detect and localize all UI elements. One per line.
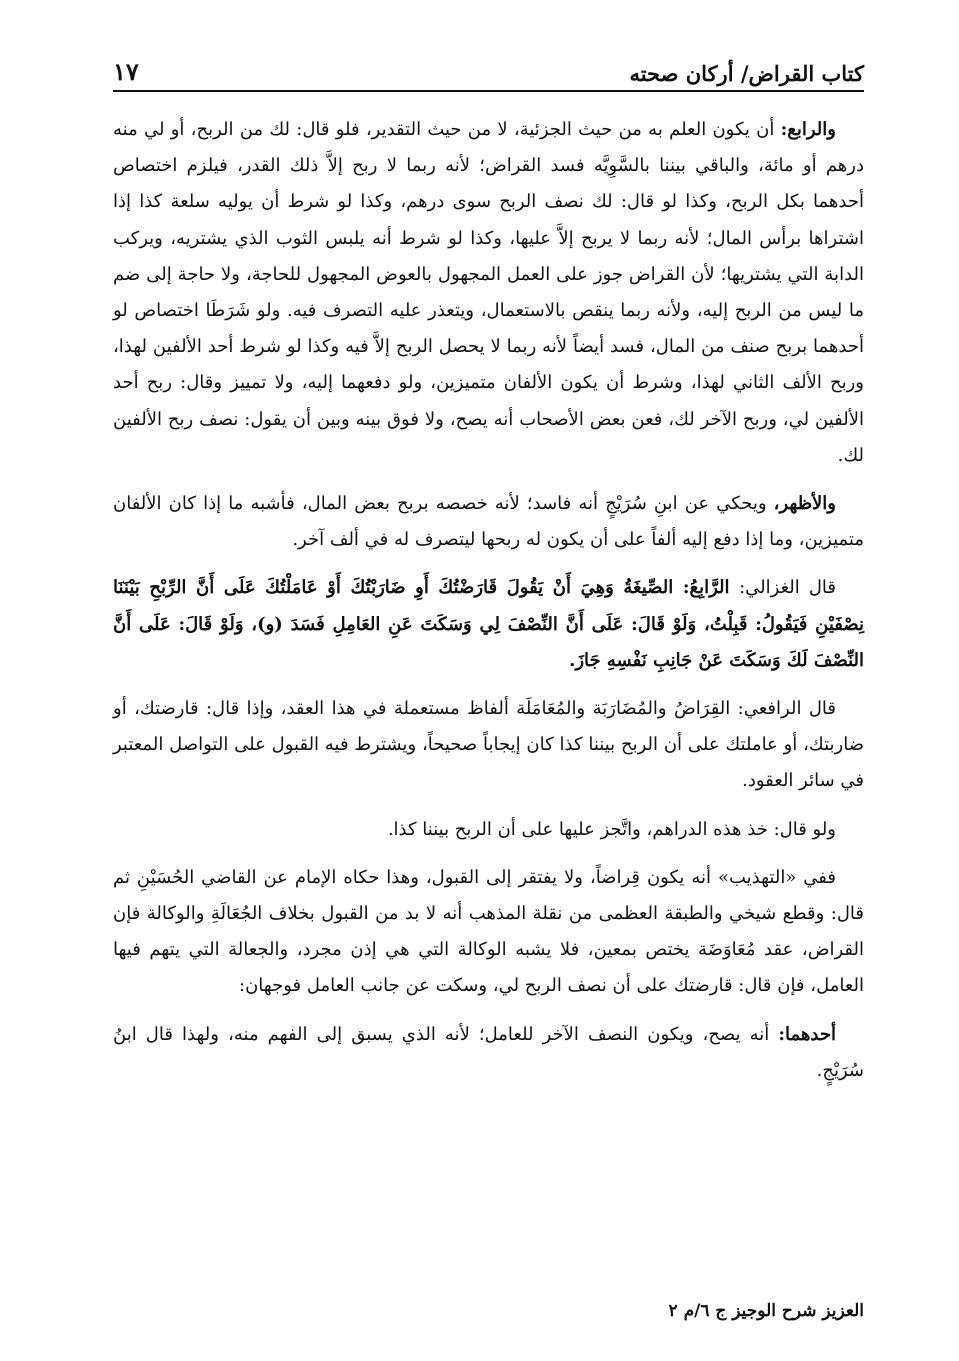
paragraph-text: قال الرافعي: القِرَاضُ والمُضَارَبَة والمُعَامَلَة ألفاظ مستعملة في هذا العقد، وإذا قال: قارضتك، أو ضاربتك، أو عاملتك على أن الربح بيننا كذا كان إيجاباً صحيحاً، ويشترط فيه القبول على التواصل المعتبر في سائر العقود. bbox=[113, 698, 864, 792]
paragraph-lead: والرابع: bbox=[780, 119, 836, 140]
paragraph bbox=[113, 486, 864, 558]
paragraph bbox=[113, 860, 864, 1005]
paragraph-text: ولو قال: خذ هذه الدراهم، واتَّجز عليها على أن الربح بيننا كذا. bbox=[387, 818, 836, 840]
page bbox=[113, 50, 864, 1341]
paragraph-lead: قال الغزالي: bbox=[739, 577, 836, 599]
paragraph-lead: والأظهر، bbox=[773, 493, 836, 515]
paragraph-text: ففي «التهذيب» أنه يكون قِراضاً، ولا يفتقر إلى القبول، وهذا حكاه الإمام عن القاضي الحُسَيْنِ ثم قال: وقطع شيخي والطبقة العظمى من نقلة المذهب أنه لا بد من القبول بخلاف الجُعَالَةِ والوكالة فإن القراض، عقد مُعَاوَضَة يختص بمعين، فلا يشبه الوكالة التي هي إذن مجرد، والجعالة التي يتهم فيها العامل، فإن قال: قارضتك على أن نصف الربح لي، وسكت عن جانب العامل فوجهان: bbox=[113, 866, 864, 997]
paragraph bbox=[113, 812, 864, 848]
running-title: كتاب القراض/ أركان صحته bbox=[629, 61, 864, 86]
paragraph bbox=[113, 112, 864, 474]
page-header bbox=[113, 50, 864, 92]
page-body bbox=[113, 112, 864, 1089]
paragraph-lead: أحدهما: bbox=[778, 1023, 836, 1045]
paragraph-text: أن يكون العلم به من حيث الجزئية، لا من حيث التقدير، فلو قال: لك من الربح، أو لي منه درهم أو مائة، والباقي بيننا بالسَّوِيَّه فسد القراض؛ لأنه ربما لا ربح إلاَّ ذلك القدر، فيلزم اختصاص أحدهما بكل الربح، وكذا لو قال: لك نصف الربح سوى درهم، وكذا لو شرط أن يوليه سلعة كذا إذا اشتراها برأس المال؛ لأنه ربما لا يربح إلاَّ عليها، وكذا لو شرط أنه يلبس الثوب الذي يشتريه، ويركب الدابة التي يشتريها؛ لأن القراض جوز على العمل المجهول بالعوض المجهول للحاجة، ولا حاجة إلى ضم ما ليس من الربح إليه، ولأنه ربما ينقص بالاستعمال، ويتعذر عليه التصرف فيه. ولو شَرَطَا اختصاص لو أحدهما بربح صنف من المال، فسد أيضاً لأنه ربما لا يحصل الربح إلاَّ فيه وكذا لو شرط أحد الألفين لهذا، وربح الألف الثاني لهذا، وشرط أن يكون الألفان متميزين، ولو دفعهما إليه، ولا تمييز وقال: ربح أحد الألفين لي، وربح الآخر لك، فعن بعض الأصحاب أنه يصح، ولا فوق بينه وبين أن يقول: نصف ربح الألفين لك. bbox=[113, 119, 864, 466]
paragraph bbox=[113, 570, 864, 679]
paragraph bbox=[113, 1017, 864, 1089]
paragraph-text: ويحكي عن ابنِ سُرَيْجٍ أنه فاسد؛ لأنه خصصه بربح بعض المال، فأشبه ما إذا كان الألفان متميزين، وما إذا دفع إليه ألفاً على أن يكون له ربحها ليتصرف له في ألف آخر. bbox=[113, 493, 864, 551]
page-footer: العزيز شرح الوجيز ج ٦/م ٢ bbox=[668, 1301, 864, 1321]
paragraph bbox=[113, 691, 864, 800]
page-number: ١٧ bbox=[113, 57, 139, 86]
paragraph-text: أنه يصح، ويكون النصف الآخر للعامل؛ لأنه الذي يسبق إلى الفهم منه، ولهذا قال ابنُ سُرَيْجٍ. bbox=[113, 1023, 864, 1081]
ghazali-text: الرَّابِعُ: الصِّيغَةُ وَهِيَ أَنْ يَقُولَ قَارَضْتُكَ أَوِ ضَارَبْتُكَ أَوْ عَامَلْتُكَ عَلَى أَنَّ الرِّبْحِ بَيْنَنَا نِصْفَيْنِ فَيَقُولُ: قَبِلْتُ، وَلَوْ قَالَ: عَلَى أَنَّ النِّصْفَ لِي وَسَكَتَ عَنِ العَامِلِ فَسَدَ (و)، وَلَوْ قَالَ: عَلَى أَنَّ النِّصْفَ لَكَ وَسَكَتَ عَنْ جَانِبِ نَفْسِهِ جَازَ. bbox=[113, 577, 864, 671]
